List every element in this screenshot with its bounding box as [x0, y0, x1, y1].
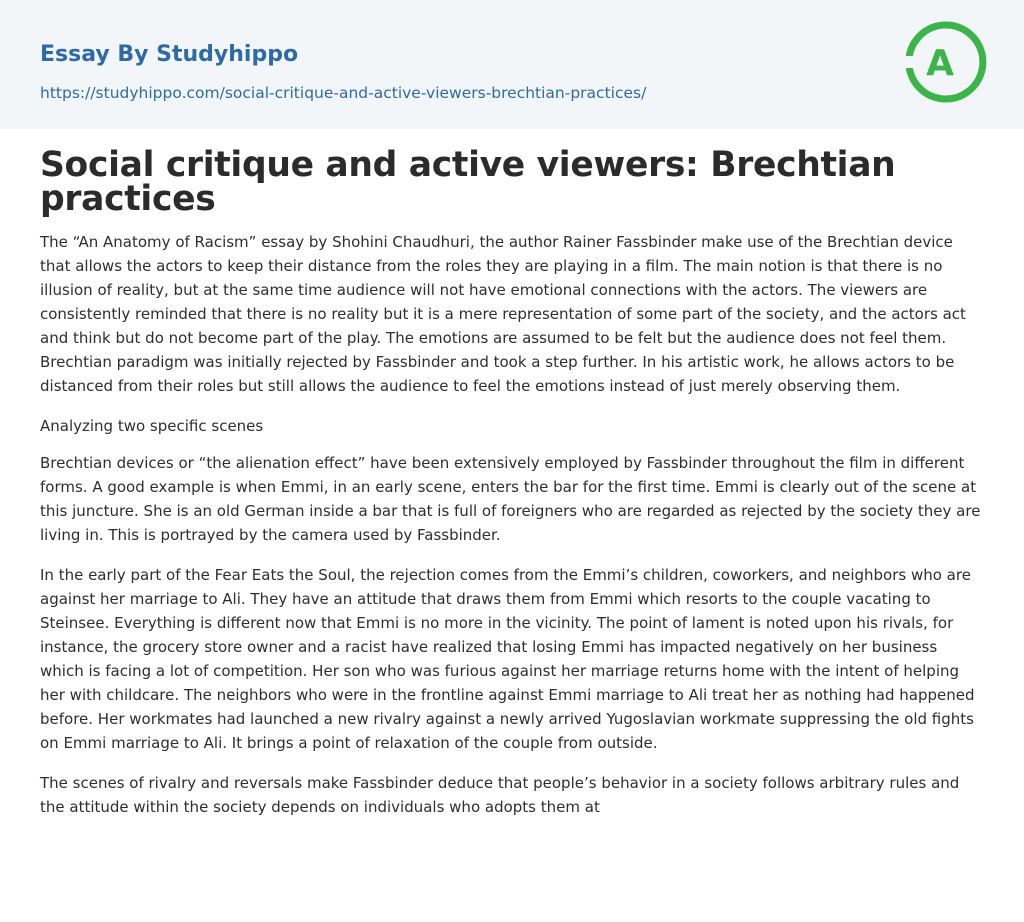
- article: [40, 145, 984, 835]
- paragraph-alienation-effect: Brechtian devices or “the alienation effect” have been extensively employed by Fassbinder throughout the film in different forms. A good example is when Emmi, in an early scene, enters the bar for the first time. Emmi is clearly out of the scene at this juncture. She is an old German inside a bar that is full of foreigners who are regarded as rejected by the society they are living in. This is portrayed by the camera used by Fassbinder.: [40, 454, 981, 544]
- site-header: [0, 0, 1024, 129]
- paragraph-rivalry: The scenes of rivalry and reversals make Fassbinder deduce that people’s behavior in a society follows arbitrary rules and the attitude within the society depends on individuals who adopts them at: [40, 774, 960, 816]
- brand-title[interactable]: Essay By Studyhippo: [40, 42, 299, 67]
- section-subheading: Analyzing two specific scenes: [40, 417, 264, 435]
- studyhippo-logo-icon[interactable]: [904, 18, 988, 106]
- source-url-link[interactable]: https://studyhippo.com/social-critique-and-active-viewers-brechtian-practices/: [40, 84, 647, 102]
- article-title: Social critique and active viewers: Brechtian practices: [40, 145, 896, 219]
- paragraph-intro: The “An Anatomy of Racism” essay by Shohini Chaudhuri, the author Rainer Fassbinder make use of the Brechtian device that allows the actors to keep their distance from the roles they are playing in a film. The main notion is that there is no illusion of reality, but at the same time audience will not have emotional connections with the actors. The viewers are consistently reminded that there is no reality but it is a mere representation of some part of the society, and the actors act and think but do not become part of the play. The emotions are assumed to be felt but the audience does not feel them. Brechtian paradigm was initially rejected by Fassbinder and took a step further. In his artistic work, he allows actors to be distanced from their roles but still allows the audience to feel the emotions instead of just merely observing them.: [40, 233, 966, 395]
- paragraph-rejection: In the early part of the Fear Eats the Soul, the rejection comes from the Emmi’s children, coworkers, and neighbors who are against her marriage to Ali. They have an attitude that draws them from Emmi which resorts to the couple vacating to Steinsee. Everything is different now that Emmi is no more in the vicinity. The point of lament is noted upon his rivals, for instance, the grocery store owner and a racist have realized that losing Emmi has impacted negatively on her business which is facing a lot of competition. Her son who was furious against her marriage returns home with the intent of helping her with childcare. The neighbors who were in the frontline against Emmi marriage to Ali treat her as nothing had happened before. Her workmates had launched a new rivalry against a newly arrived Yugoslavian workmate suppressing the old fights on Emmi marriage to Ali. It brings a point of relaxation of the couple from outside.: [40, 566, 975, 752]
- logo-letter: A: [926, 43, 954, 84]
